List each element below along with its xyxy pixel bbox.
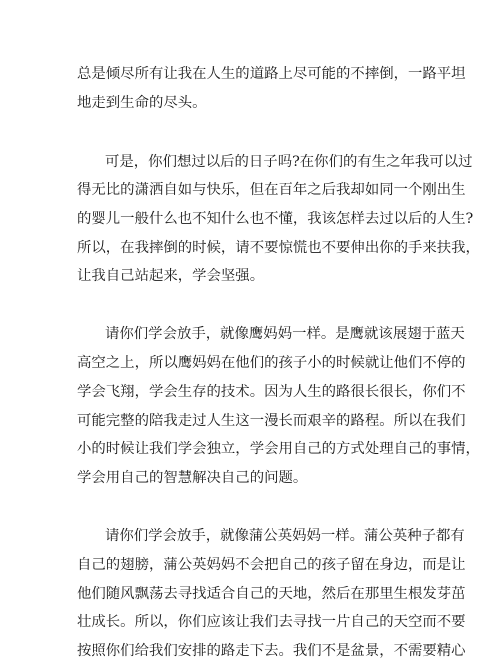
text-line-14: 请你们学会放手，就像蒲公英妈妈一样。蒲公英种子都有 (105, 528, 465, 544)
text-line-6: 所以，在我摔倒的时候，请不要惊慌也不要伸出你的手来扶我， (77, 240, 480, 256)
text-line-11: 可能完整的陪我走过人生这一漫长而艰辛的路程。所以在我们 (77, 413, 466, 429)
text-line-9: 高空之上，所以鹰妈妈在他们的孩子小的时候就让他们不停的 (77, 355, 466, 371)
text-line-8: 请你们学会放手，就像鹰妈妈一样。是鹰就该展翅于蓝天 (105, 326, 465, 342)
text-line-4: 得无比的潇洒自如与快乐，但在百年之后我却如同一个刚出生 (77, 182, 466, 198)
text-line-13: 学会用自己的智慧解决自己的问题。 (77, 470, 308, 486)
text-line-2: 地走到生命的尽头。 (77, 95, 207, 111)
text-line-17: 壮成长。所以，你们应该让我们去寻找一片自己的天空而不要 (77, 614, 466, 630)
text-line-1: 总是倾尽所有让我在人生的道路上尽可能的不摔倒，一路平坦 (77, 66, 466, 82)
text-line-18: 按照你们给我们安排的路走下去。我们不是盆景，不需要精心 (77, 643, 466, 659)
text-line-7: 让我自己站起来，学会坚强。 (77, 268, 265, 284)
text-line-16: 他们随风飘荡去寻找适合自己的天地，然后在那里生根发芽茁 (77, 586, 466, 602)
text-line-3: 可是，你们想过以后的日子吗?在你们的有生之年我可以过 (105, 154, 473, 170)
text-line-12: 小的时候让我们学会独立，学会用自己的方式处理自己的事情， (77, 441, 480, 457)
text-line-10: 学会飞翔，学会生存的技术。因为人生的路很长很长，你们不 (77, 384, 466, 400)
text-line-15: 自己的翅膀，蒲公英妈妈不会把自己的孩子留在身边，而是让 (77, 557, 466, 573)
text-line-5: 的婴儿一般什么也不知什么也不懂，我该怎样去过以后的人生? (77, 211, 474, 227)
